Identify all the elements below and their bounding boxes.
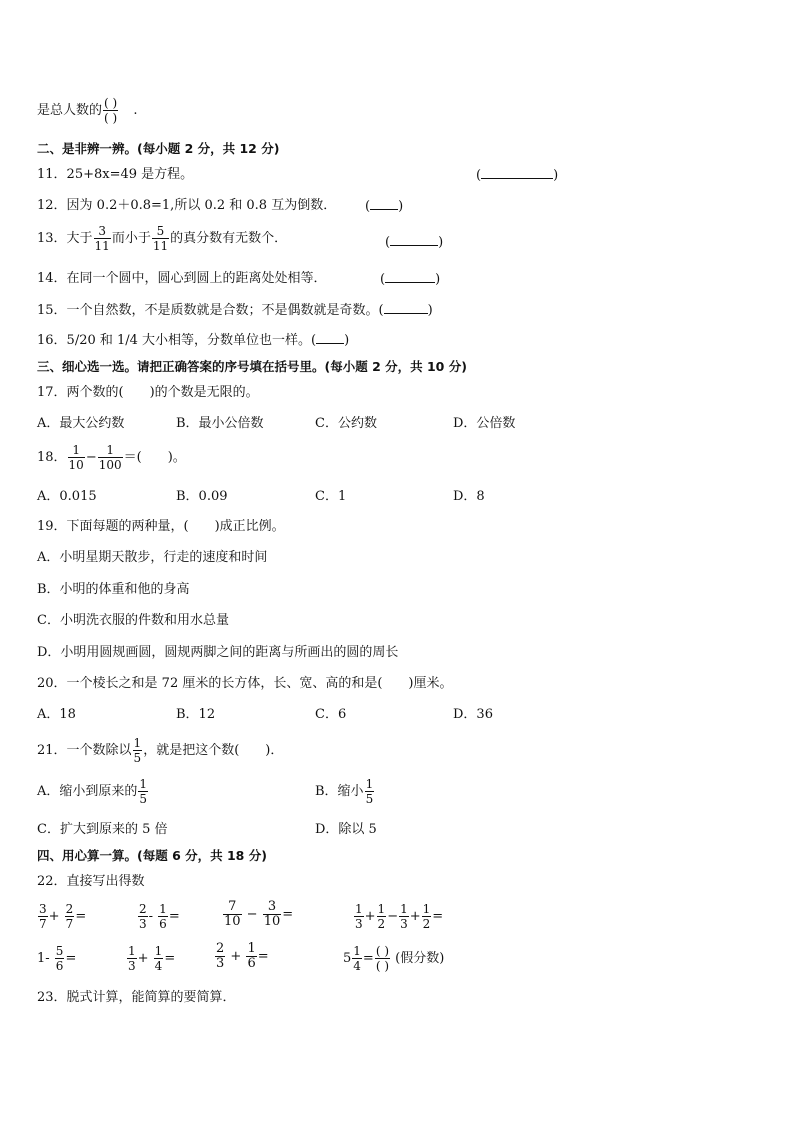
q22-text: 22．直接写出得数	[37, 874, 145, 889]
q11-text: 11．25+8x=49 是方程。	[37, 167, 194, 182]
fraction: $\frac{3}{11}$	[94, 224, 110, 253]
q18-option-c[interactable]: C．1	[315, 489, 347, 504]
q17-option-b[interactable]: B．最小公倍数	[176, 416, 264, 431]
q21-text: 21．一个数除以 $\frac{1}{5}$ ，就是把这个数( )．	[37, 736, 284, 765]
q19-option-d[interactable]: D．小明用圆规画圆，圆规两脚之间的距离与所画出的圆的周长	[37, 645, 399, 660]
q18-option-b[interactable]: B．0.09	[176, 489, 228, 504]
q12-answer[interactable]: ( )	[365, 199, 404, 214]
fraction: $\frac{1}{100}$	[98, 443, 122, 472]
q19-option-a[interactable]: A．小明星期天散步，行走的速度和时间	[37, 550, 268, 565]
q19-text: 19．下面每题的两种量，( )成正比例。	[37, 519, 285, 534]
q15-text: 15．一个自然数，不是质数就是合数；不是偶数就是奇数。( )	[37, 303, 433, 318]
q22-expr-2: $\frac{2}{3}$ - $\frac{1}{6}$ =	[139, 902, 180, 931]
intro-text: 是总人数的	[37, 103, 103, 118]
q13-answer[interactable]: ( )	[385, 235, 444, 250]
intro-line	[37, 96, 137, 125]
q22-expr-7: $\frac{2}{3}$ + $\frac{1}{6}$ =	[216, 941, 269, 971]
fraction: $\frac{5}{11}$	[152, 224, 169, 253]
q11-answer[interactable]: ( )	[476, 168, 559, 183]
q22-expr-6: $\frac{1}{3}$ + $\frac{1}{4}$ =	[128, 944, 176, 973]
q19-option-b[interactable]: B．小明的体重和他的身高	[37, 582, 190, 597]
q18-option-a[interactable]: A．0.015	[37, 489, 97, 504]
frac-den: ( )	[104, 111, 118, 125]
q22-expr-4: $\frac{1}{3}$ + $\frac{1}{2}$ − $\frac{1}{3}$ + $\frac{1}{2}$ =	[355, 902, 444, 931]
improper-fraction-note: (假分数)	[395, 951, 445, 966]
q21-option-b[interactable]: B．缩小 $\frac{1}{5}$	[315, 777, 374, 806]
q21-option-c[interactable]: C．扩大到原来的 5 倍	[37, 822, 168, 837]
q22-expr-5: 1- $\frac{5}{6}$ =	[37, 944, 77, 973]
section-2-title: 二、是非辨一辨。(每小题 2 分，共 12 分)	[37, 141, 280, 156]
q17-option-c[interactable]: C．公约数	[315, 416, 377, 431]
fraction: $\frac{1}{10}$	[68, 443, 84, 472]
q12-text: 12．因为 0.2＋0.8=1,所以 0.2 和 0.8 互为倒数．	[37, 198, 337, 213]
intro-fraction	[103, 96, 118, 125]
frac-num: ( )	[104, 96, 118, 110]
fraction: $\frac{1}{5}$	[133, 736, 142, 765]
q20-text: 20．一个棱长之和是 72 厘米的长方体，长、宽、高的和是( )厘米。	[37, 676, 453, 691]
q21-option-a[interactable]: A．缩小到原来的 $\frac{1}{5}$	[37, 777, 148, 806]
q23-text: 23．脱式计算，能简算的要简算．	[37, 990, 236, 1005]
q22-expr-1: $\frac{3}{7}$ + $\frac{2}{7}$ =	[39, 902, 87, 931]
q13-text: 13．大于 $\frac{3}{11}$ 而小于 $\frac{5}{11}$ 的真分数有无数个．	[37, 224, 288, 253]
q22-expr-8: 5 $\frac{1}{4}$ = ( ) ( ) (假分数)	[343, 944, 445, 973]
intro-tail: .	[133, 103, 138, 118]
q14-answer[interactable]: ( )	[380, 272, 441, 287]
q18-option-d[interactable]: D．8	[453, 489, 485, 504]
q22-expr-3: $\frac{7}{10}$ − $\frac{3}{10}$ =	[224, 899, 294, 929]
q16-text: 16．5/20 和 1/4 大小相等，分数单位也一样。( )	[37, 333, 350, 348]
q20-option-d[interactable]: D．36	[453, 707, 493, 722]
q19-option-c[interactable]: C．小明洗衣服的件数和用水总量	[37, 613, 229, 628]
q20-option-a[interactable]: A．18	[37, 707, 76, 722]
q21-option-d[interactable]: D．除以 5	[315, 822, 377, 837]
section-3-title: 三、细心选一选。请把正确答案的序号填在括号里。(每小题 2 分，共 10 分)	[37, 359, 467, 374]
q17-option-a[interactable]: A．最大公约数	[37, 416, 125, 431]
q16-answer[interactable]	[316, 331, 344, 344]
q15-answer[interactable]	[384, 301, 428, 314]
q17-option-d[interactable]: D．公倍数	[453, 416, 516, 431]
q14-text: 14．在同一个圆中，圆心到圆上的距离处处相等．	[37, 271, 327, 286]
section-4-title: 四、用心算一算。(每题 6 分，共 18 分)	[37, 848, 267, 863]
q20-option-b[interactable]: B．12	[176, 707, 216, 722]
q20-option-c[interactable]: C．6	[315, 707, 347, 722]
q17-text: 17．两个数的( )的个数是无限的。	[37, 385, 259, 400]
q18-text: 18． $\frac{1}{10}$ − $\frac{1}{100}$ ＝( )。	[37, 443, 186, 472]
